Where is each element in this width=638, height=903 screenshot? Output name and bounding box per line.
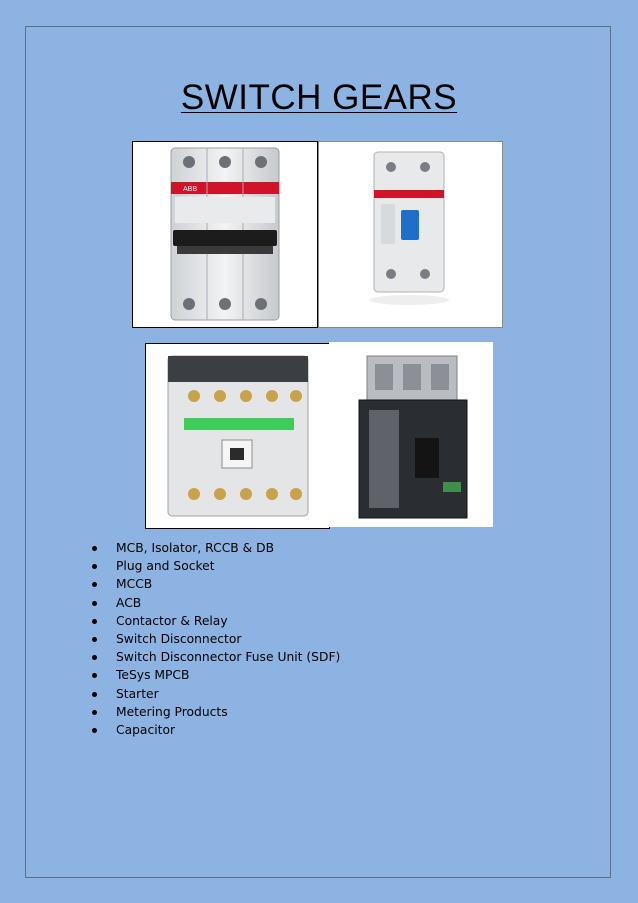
rccb-image: [318, 141, 503, 328]
acb-image: [329, 342, 493, 527]
list-item: MCCB: [92, 575, 340, 593]
list-item: Switch Disconnector: [92, 630, 340, 648]
page-title: [0, 78, 638, 118]
list-item: Contactor & Relay: [92, 612, 340, 630]
svg-text:ABB: ABB: [183, 186, 198, 193]
list-item: Plug and Socket: [92, 557, 340, 575]
list-item: Switch Disconnector Fuse Unit (SDF): [92, 648, 340, 666]
page-title-text: SWITCH GEARS: [180, 78, 458, 117]
list-item: ACB: [92, 594, 340, 612]
list-item: Starter: [92, 685, 340, 703]
product-list: [92, 539, 340, 739]
list-item: MCB, Isolator, RCCB & DB: [92, 539, 340, 557]
list-item: Capacitor: [92, 721, 340, 739]
list-item: Metering Products: [92, 703, 340, 721]
mcb-image: [132, 141, 318, 328]
contactor-image: [145, 343, 330, 529]
list-item: TeSys MPCB: [92, 666, 340, 684]
